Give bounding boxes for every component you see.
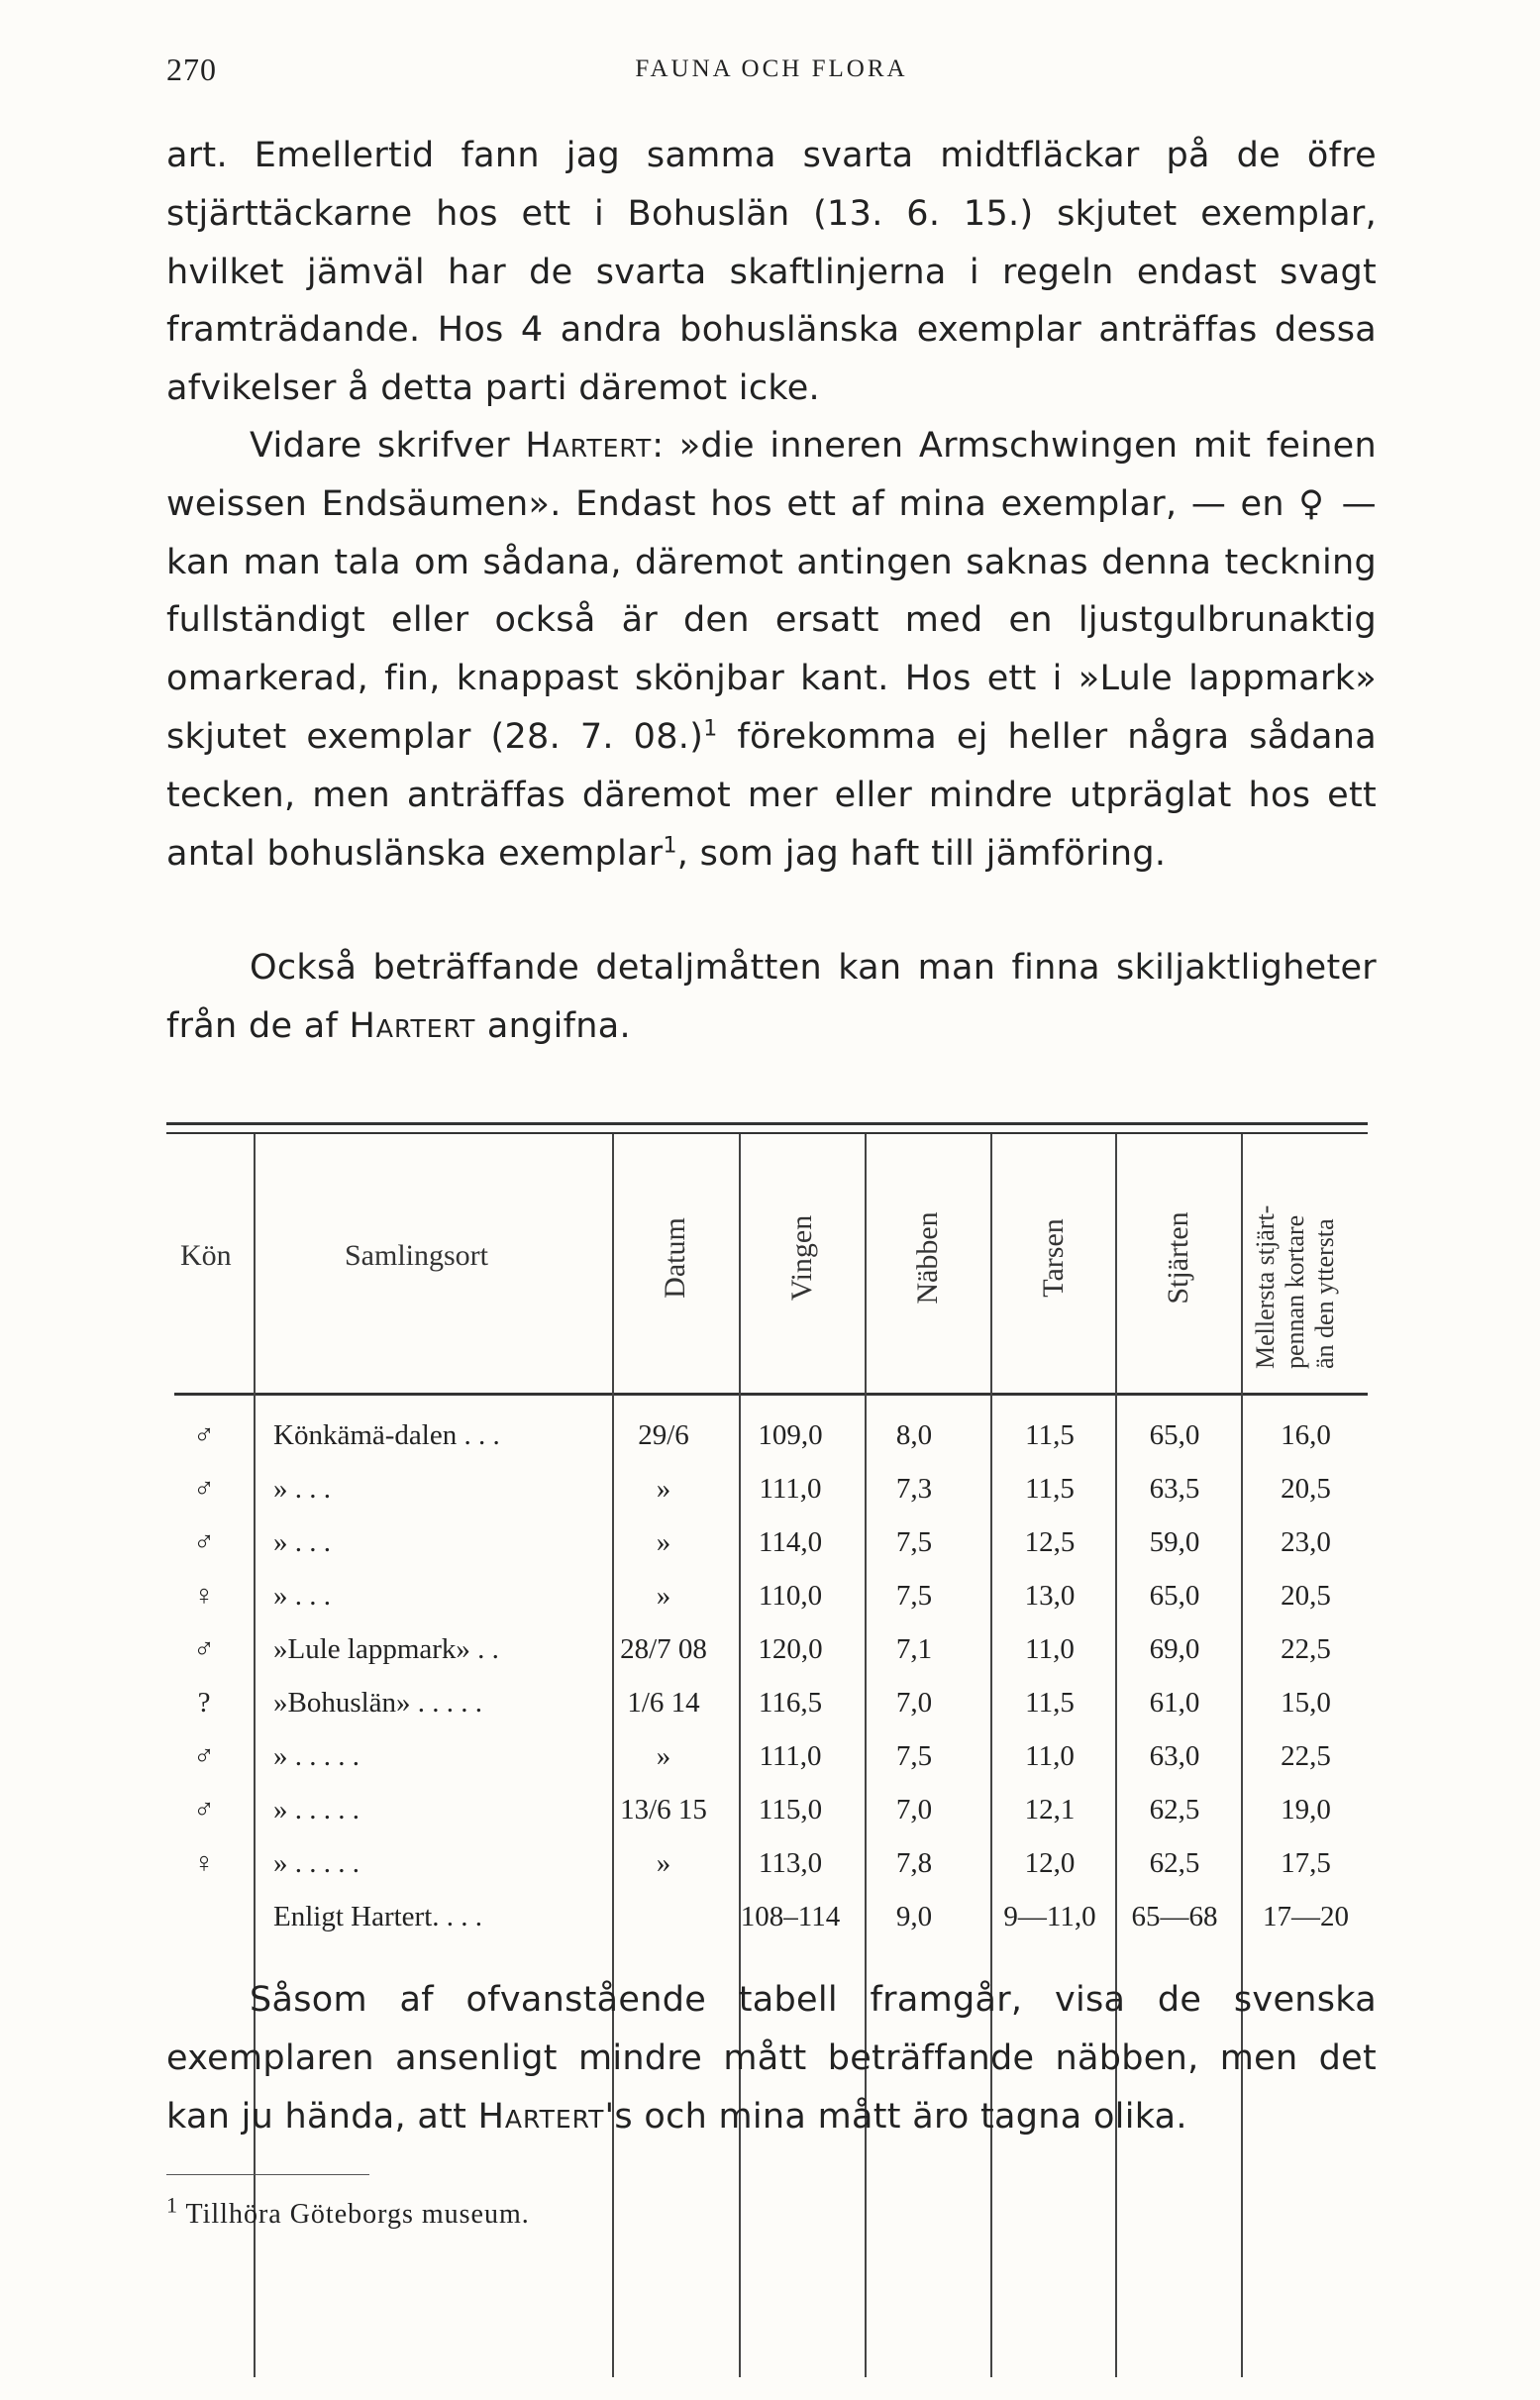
header-line: Mellersta stjärt- [1251, 1204, 1280, 1369]
cell-tarsen: 9—11,0 [1003, 1901, 1096, 1932]
text-run: förekomma ej heller några sådana tecken, men anträffas däremot mer eller mindre utpräglat hos ett antal bohuslänska exemplar [166, 716, 1377, 874]
cell-samlingsort: » . . . [273, 1580, 331, 1612]
text-run: , som jag haft till jämföring. [676, 833, 1167, 874]
header-nabben: Näbben [911, 1211, 944, 1304]
cell-nabben: 7,5 [895, 1580, 933, 1612]
cell-samlingsort: Könkämä-dalen . . . [273, 1419, 500, 1451]
cell-kon: ♂ [193, 1473, 215, 1505]
cell-tarsen: 11,0 [1025, 1633, 1075, 1665]
footnote-ref: 1 [703, 716, 718, 742]
column-divider [1241, 1134, 1243, 2377]
column-divider [254, 1134, 256, 2377]
cell-mellersta: 20,5 [1281, 1473, 1331, 1505]
cell-mellersta: 23,0 [1281, 1526, 1331, 1558]
paragraph-1 [166, 127, 1377, 418]
cell-stjarten: 65,0 [1149, 1419, 1200, 1451]
cell-vingen: 110,0 [758, 1580, 823, 1612]
text-run: Såsom af ofvanstående tabell framgår, visa de svenska exemplaren ansenligt mindre mått beträffande näbben, men det kan ju hända, att [166, 1980, 1377, 2137]
footnote [166, 2192, 530, 2231]
header-vingen: Vingen [785, 1214, 818, 1302]
cell-nabben: 7,0 [895, 1687, 933, 1719]
cell-vingen: 111,0 [759, 1740, 822, 1772]
table-rule [166, 1122, 1368, 1125]
table-rule [166, 1132, 1368, 1134]
cell-tarsen: 11,5 [1025, 1419, 1075, 1451]
measurement-table [166, 1122, 1368, 2380]
cell-tarsen: 13,0 [1024, 1580, 1076, 1612]
cell-nabben: 7,5 [895, 1740, 933, 1772]
cell-samlingsort: » . . . [273, 1473, 331, 1505]
cell-mellersta: 17,5 [1281, 1847, 1331, 1879]
paragraph-4-text [166, 1971, 1377, 2145]
cell-stjarten: 65,0 [1149, 1580, 1200, 1612]
footnote-rule [166, 2174, 369, 2175]
cell-vingen: 115,0 [758, 1794, 823, 1826]
header-datum: Datum [659, 1217, 691, 1299]
cell-samlingsort: Enligt Hartert. . . . [273, 1901, 483, 1932]
footnote-ref: 1 [663, 832, 677, 858]
cell-kon: ♂ [193, 1419, 215, 1451]
header-kon: Kön [180, 1239, 232, 1272]
cell-nabben: 7,1 [895, 1633, 933, 1665]
page-number: 270 [166, 52, 217, 87]
cell-stjarten: 65—68 [1131, 1901, 1218, 1932]
table-header-rule [174, 1393, 1368, 1396]
cell-nabben: 9,0 [895, 1901, 933, 1932]
cell-samlingsort: »Bohuslän» . . . . . [273, 1687, 483, 1719]
header-mellersta [1251, 1131, 1340, 1369]
cell-kon: ♀ [193, 1580, 215, 1612]
cell-samlingsort: » . . . . . [273, 1794, 359, 1826]
cell-stjarten: 63,5 [1149, 1473, 1200, 1505]
paragraph-3-text [166, 939, 1377, 1056]
page-header [166, 52, 1377, 91]
cell-stjarten: 69,0 [1149, 1633, 1200, 1665]
cell-samlingsort: » . . . . . [273, 1740, 359, 1772]
cell-nabben: 7,3 [895, 1473, 933, 1505]
cell-tarsen: 11,5 [1025, 1473, 1075, 1505]
cell-samlingsort: » . . . . . [273, 1847, 359, 1879]
cell-mellersta: 20,5 [1281, 1580, 1331, 1612]
paragraph-2-text [166, 417, 1377, 883]
cell-vingen: 108–114 [740, 1901, 841, 1932]
cell-datum: » [656, 1740, 671, 1772]
cell-datum: 1/6 14 [627, 1687, 700, 1719]
cell-tarsen: 12,1 [1024, 1794, 1076, 1826]
cell-nabben: 8,0 [895, 1419, 933, 1451]
author-name: Hartert [525, 426, 653, 466]
cell-datum: » [656, 1847, 671, 1879]
header-tarsen: Tarsen [1037, 1218, 1070, 1298]
cell-nabben: 7,0 [895, 1794, 933, 1826]
cell-mellersta: 22,5 [1281, 1740, 1331, 1772]
paragraph-4 [166, 1971, 1377, 2145]
cell-kon: ♂ [193, 1740, 215, 1772]
footnote-mark: 1 [166, 2192, 178, 2218]
cell-mellersta: 17—20 [1263, 1901, 1349, 1932]
author-name: Hartert [477, 2096, 605, 2137]
cell-mellersta: 22,5 [1281, 1633, 1331, 1665]
cell-vingen: 120,0 [758, 1633, 823, 1665]
author-name: Hartert [349, 1005, 476, 1046]
cell-datum: 28/7 08 [620, 1633, 707, 1665]
cell-tarsen: 12,5 [1024, 1526, 1076, 1558]
cell-samlingsort: » . . . [273, 1526, 331, 1558]
cell-datum: » [656, 1526, 671, 1558]
cell-datum: » [656, 1580, 671, 1612]
cell-stjarten: 59,0 [1149, 1526, 1200, 1558]
cell-mellersta: 16,0 [1281, 1419, 1331, 1451]
cell-stjarten: 63,0 [1149, 1740, 1200, 1772]
paragraph-3 [166, 939, 1377, 1056]
text-run: angifna. [475, 1005, 631, 1046]
cell-vingen: 113,0 [758, 1847, 823, 1879]
cell-samlingsort: »Lule lappmark» . . [273, 1633, 499, 1665]
cell-kon: ? [197, 1687, 211, 1719]
cell-datum: 13/6 15 [620, 1794, 707, 1826]
paragraph-1-text: art. Emellertid fann jag samma svarta midtfläckar på de öfre stjärttäckarne hos ett i Bohuslän (13. 6. 15.) skjutet exemplar, hvilket jämväl har de svarta skaftlinjerna i regeln endast svagt framträdande. Hos 4 andra bohuslänska exemplar anträffas dessa afvikelser å detta parti däremot icke. [166, 136, 1377, 409]
text-run: 's och mina mått äro tagna olika. [604, 2096, 1187, 2137]
text-run: Också beträffande detaljmåtten kan man finna skiljaktligheter från de af [166, 948, 1377, 1046]
header-samlingsort: Samlingsort [345, 1239, 489, 1272]
cell-vingen: 111,0 [759, 1473, 822, 1505]
cell-kon: ♂ [193, 1633, 215, 1665]
header-line: pennan kortare [1281, 1214, 1309, 1369]
paragraph-2 [166, 417, 1377, 883]
cell-vingen: 116,5 [758, 1687, 823, 1719]
text-run: Vidare skrifver [250, 426, 526, 466]
cell-stjarten: 61,0 [1149, 1687, 1200, 1719]
footnote-text: Tillhöra Göteborgs museum. [178, 2199, 530, 2230]
cell-datum: » [656, 1473, 671, 1505]
header-stjarten: Stjärten [1162, 1211, 1194, 1304]
cell-nabben: 7,5 [895, 1526, 933, 1558]
header-line: än den yttersta [1310, 1218, 1339, 1369]
cell-tarsen: 11,5 [1025, 1687, 1075, 1719]
cell-mellersta: 15,0 [1281, 1687, 1331, 1719]
cell-vingen: 109,0 [758, 1419, 823, 1451]
cell-nabben: 7,8 [895, 1847, 933, 1879]
text-run: : »die inneren Armschwingen mit feinen weissen Endsäumen». Endast hos ett af mina exemplar, — en ♀ — kan man tala om sådana, däremot antingen saknas denna teckning fullständigt eller också är den ersatt med en ljustgulbrunaktig omarkerad, fin, knappast skönjbar kant. Hos ett i »Lule lappmark» skjutet exemplar (28. 7. 08.) [166, 426, 1377, 757]
cell-tarsen: 11,0 [1025, 1740, 1075, 1772]
cell-mellersta: 19,0 [1281, 1794, 1331, 1826]
cell-stjarten: 62,5 [1149, 1847, 1200, 1879]
running-head: FAUNA OCH FLORA [635, 55, 908, 82]
cell-vingen: 114,0 [758, 1526, 823, 1558]
cell-kon: ♀ [193, 1847, 215, 1879]
cell-datum: 29/6 [638, 1419, 689, 1451]
cell-kon: ♂ [193, 1526, 215, 1558]
cell-kon: ♂ [193, 1794, 215, 1826]
cell-tarsen: 12,0 [1024, 1847, 1076, 1879]
cell-stjarten: 62,5 [1149, 1794, 1200, 1826]
